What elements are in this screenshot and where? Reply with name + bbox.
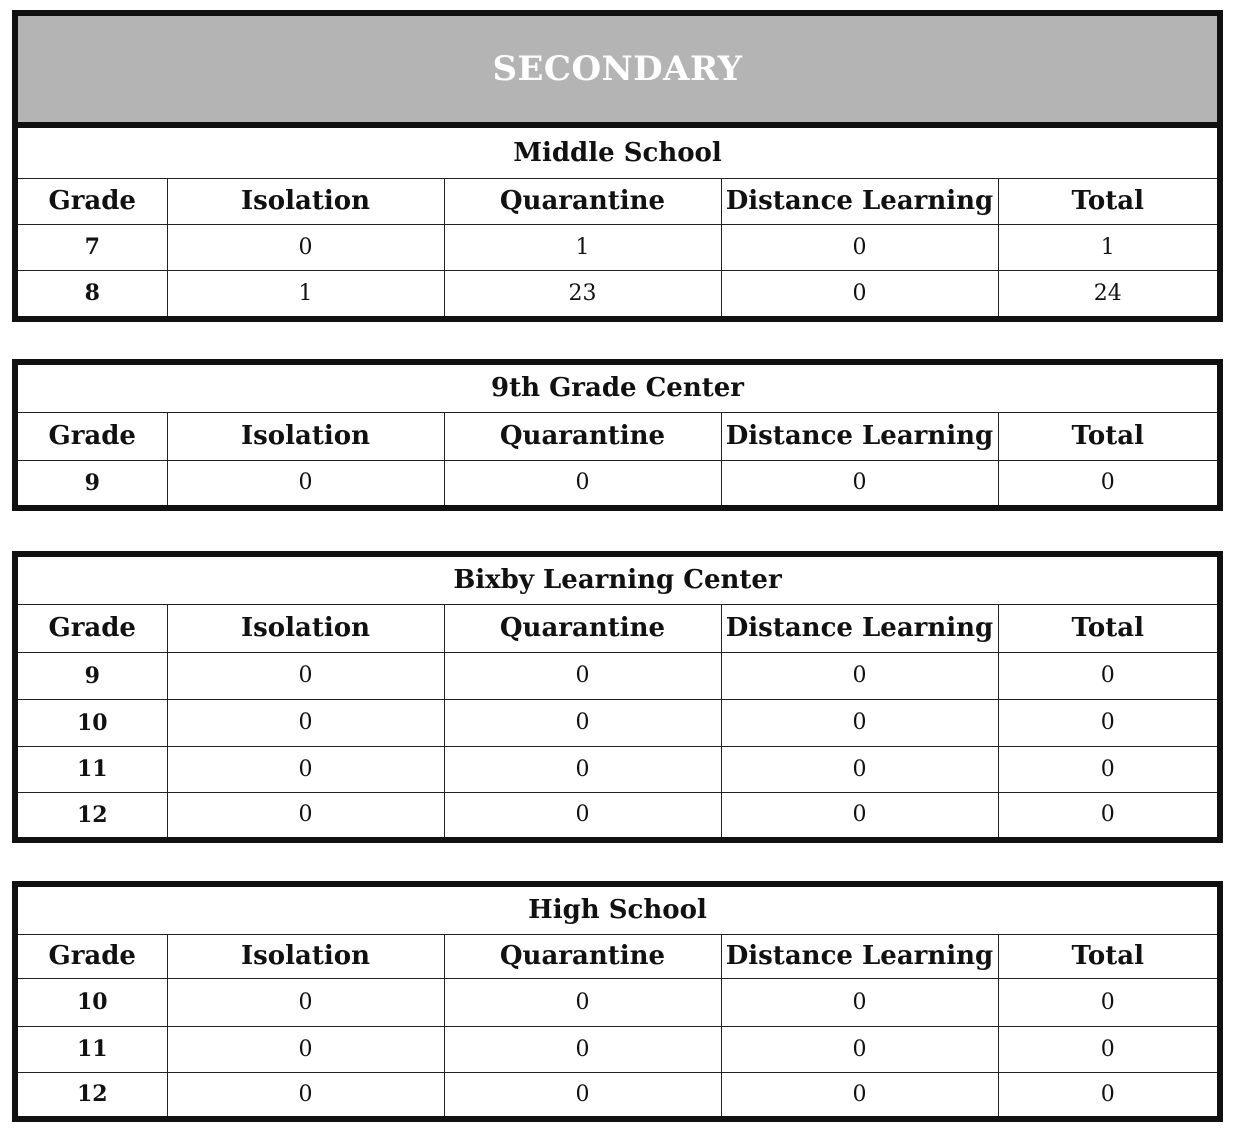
middle-school-block [12, 10, 1223, 322]
distance-learning-cell: 0 [721, 792, 998, 837]
col-header-quarantine: Quarantine [444, 604, 721, 652]
distance-learning-cell: 0 [721, 746, 998, 792]
bixby-learning-center-block [12, 551, 1223, 843]
col-header-total: Total [998, 934, 1217, 978]
col-header-quarantine: Quarantine [444, 412, 721, 460]
grade-cell: 10 [18, 978, 167, 1026]
total-cell: 0 [998, 746, 1217, 792]
quarantine-cell: 0 [444, 1026, 721, 1072]
total-cell: 0 [998, 792, 1217, 837]
col-header-grade: Grade [18, 178, 167, 224]
grade-cell: 9 [18, 652, 167, 699]
isolation-cell: 0 [167, 224, 444, 270]
col-header-isolation: Isolation [167, 412, 444, 460]
col-header-quarantine: Quarantine [444, 934, 721, 978]
col-header-isolation: Isolation [167, 178, 444, 224]
distance-learning-cell: 0 [721, 270, 998, 316]
isolation-cell: 0 [167, 1072, 444, 1116]
distance-learning-cell: 0 [721, 652, 998, 699]
col-header-total: Total [998, 604, 1217, 652]
isolation-cell: 0 [167, 460, 444, 505]
col-header-grade: Grade [18, 604, 167, 652]
table-row [18, 270, 1217, 316]
quarantine-cell: 0 [444, 746, 721, 792]
table-row [18, 746, 1217, 792]
col-header-isolation: Isolation [167, 934, 444, 978]
isolation-cell: 0 [167, 652, 444, 699]
grade-cell: 12 [18, 792, 167, 837]
total-cell: 0 [998, 699, 1217, 746]
table-row [18, 978, 1217, 1026]
col-header-total: Total [998, 412, 1217, 460]
table-row [18, 792, 1217, 837]
quarantine-cell: 0 [444, 1072, 721, 1116]
bixby-learning-center-table [18, 557, 1217, 837]
distance-learning-cell: 0 [721, 1072, 998, 1116]
isolation-cell: 0 [167, 792, 444, 837]
table-row [18, 1072, 1217, 1116]
high-school-table [18, 887, 1217, 1116]
grade-cell: 12 [18, 1072, 167, 1116]
quarantine-cell: 1 [444, 224, 721, 270]
quarantine-cell: 0 [444, 652, 721, 699]
isolation-cell: 0 [167, 1026, 444, 1072]
ninth-grade-center-block [12, 359, 1223, 511]
section-title: High School [18, 887, 1217, 934]
total-cell: 1 [998, 224, 1217, 270]
grade-cell: 11 [18, 746, 167, 792]
section-title: 9th Grade Center [18, 365, 1217, 412]
col-header-quarantine: Quarantine [444, 178, 721, 224]
total-cell: 24 [998, 270, 1217, 316]
grade-cell: 10 [18, 699, 167, 746]
isolation-cell: 0 [167, 746, 444, 792]
isolation-cell: 0 [167, 699, 444, 746]
col-header-grade: Grade [18, 412, 167, 460]
grade-cell: 7 [18, 224, 167, 270]
total-cell: 0 [998, 1072, 1217, 1116]
col-header-grade: Grade [18, 934, 167, 978]
quarantine-cell: 0 [444, 978, 721, 1026]
distance-learning-cell: 0 [721, 224, 998, 270]
total-cell: 0 [998, 978, 1217, 1026]
distance-learning-cell: 0 [721, 460, 998, 505]
col-header-distance-learning: Distance Learning [721, 934, 998, 978]
grade-cell: 11 [18, 1026, 167, 1072]
isolation-cell: 0 [167, 978, 444, 1026]
table-row [18, 460, 1217, 505]
col-header-distance-learning: Distance Learning [721, 604, 998, 652]
table-row [18, 224, 1217, 270]
middle-school-table [18, 128, 1217, 316]
col-header-distance-learning: Distance Learning [721, 412, 998, 460]
distance-learning-cell: 0 [721, 699, 998, 746]
total-cell: 0 [998, 652, 1217, 699]
grade-cell: 8 [18, 270, 167, 316]
total-cell: 0 [998, 460, 1217, 505]
table-row [18, 699, 1217, 746]
quarantine-cell: 0 [444, 792, 721, 837]
quarantine-cell: 23 [444, 270, 721, 316]
isolation-cell: 1 [167, 270, 444, 316]
col-header-isolation: Isolation [167, 604, 444, 652]
distance-learning-cell: 0 [721, 1026, 998, 1072]
col-header-distance-learning: Distance Learning [721, 178, 998, 224]
distance-learning-cell: 0 [721, 978, 998, 1026]
total-cell: 0 [998, 1026, 1217, 1072]
grade-cell: 9 [18, 460, 167, 505]
quarantine-cell: 0 [444, 460, 721, 505]
high-school-block [12, 881, 1223, 1122]
section-title: Middle School [18, 128, 1217, 178]
section-title: Bixby Learning Center [18, 557, 1217, 604]
table-row [18, 1026, 1217, 1072]
secondary-banner: SECONDARY [18, 16, 1217, 128]
col-header-total: Total [998, 178, 1217, 224]
quarantine-cell: 0 [444, 699, 721, 746]
table-row [18, 652, 1217, 699]
ninth-grade-center-table [18, 365, 1217, 505]
